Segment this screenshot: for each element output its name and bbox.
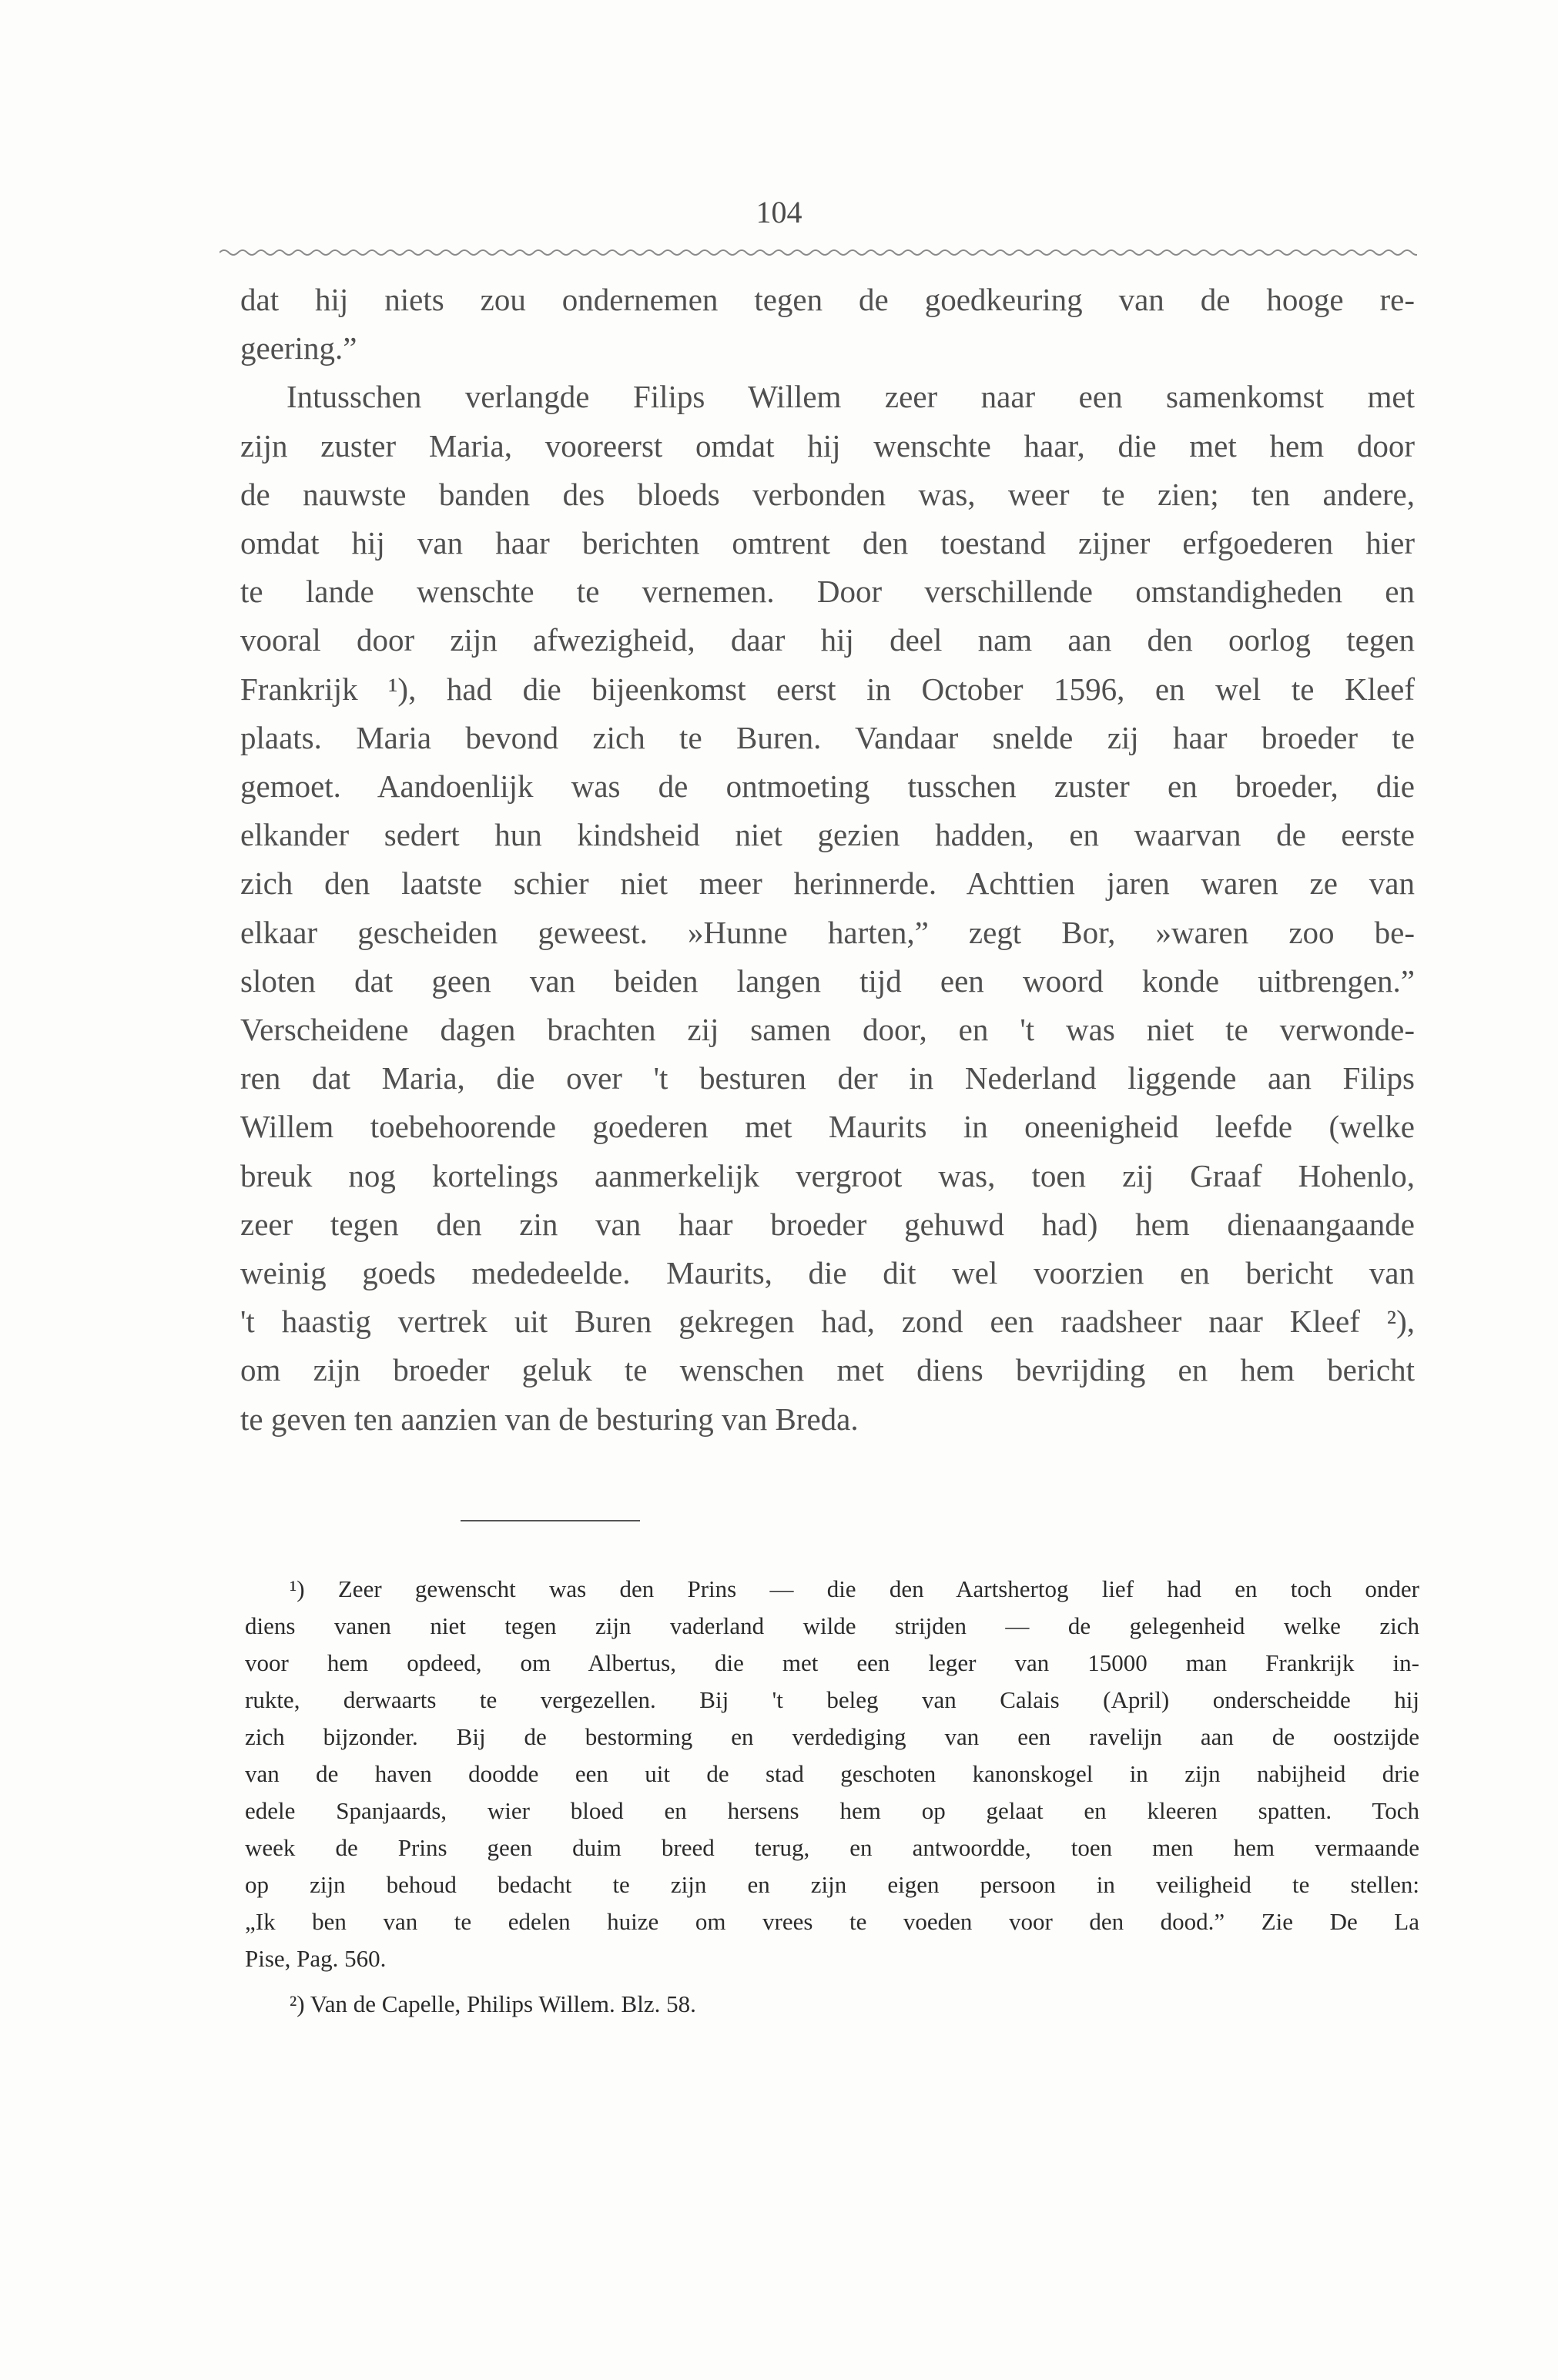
main-text <box>240 276 1415 1444</box>
footnote-1 <box>245 1571 1419 1977</box>
page-number: 104 <box>756 195 802 229</box>
footnote-line: zich bijzonder. Bij de bestorming en verdediging van een ravelijn aan de oostzijde <box>245 1723 1419 1750</box>
text-line: Intusschen verlangde Filips Willem zeer naar een samenkomst met <box>286 379 1415 415</box>
text-line: omdat hij van haar berichten omtrent den toestand zijner erfgoederen hier <box>240 525 1415 561</box>
text-line: gemoet. Aandoenlijk was de ontmoeting tusschen zuster en broeder, die <box>240 768 1415 805</box>
footnote-line: Pise, Pag. 560. <box>245 1945 387 1972</box>
footnote-line: op zijn behoud bedacht te zijn en zijn eigen persoon in veiligheid te stellen: <box>245 1871 1419 1898</box>
footnote-line: van de haven doodde een uit de stad geschoten kanonskogel in zijn nabijheid drie <box>245 1760 1419 1787</box>
text-line: zeer tegen den zin van haar broeder gehuwd had) hem dienaangaande <box>240 1206 1415 1242</box>
text-line: elkaar gescheiden geweest. »Hunne harten,” zegt Bor, »waren zoo be- <box>240 914 1415 950</box>
text-line: elkander sedert hun kindsheid niet gezien hadden, en waarvan de eerste <box>240 817 1415 853</box>
footnote-line: rukte, derwaarts te vergezellen. Bij 't beleg van Calais (April) onderscheidde hij <box>245 1686 1419 1713</box>
footnote-line: „Ik ben van te edelen huize om vrees te voeden voor den dood.” Zie De La <box>245 1908 1419 1935</box>
text-line: geering.” <box>240 330 357 367</box>
text-line: te geven ten aanzien van de besturing van Breda. <box>240 1401 859 1437</box>
text-line: ren dat Maria, die over 't besturen der in Nederland liggende aan Filips <box>240 1060 1415 1096</box>
text-line: 't haastig vertrek uit Buren gekregen had, zond een raadsheer naar Kleef ²), <box>240 1304 1415 1340</box>
footnote-line: voor hem opdeed, om Albertus, die met een leger van 15000 man Frankrijk in- <box>245 1649 1419 1676</box>
text-line: vooral door zijn afwezigheid, daar hij deel nam aan den oorlog tegen <box>240 622 1415 658</box>
text-line: Verscheidene dagen brachten zij samen door, en 't was niet te verwonde- <box>240 1012 1415 1048</box>
decorative-wavy-rule <box>219 245 1417 260</box>
text-line: plaats. Maria bevond zich te Buren. Vandaar snelde zij haar broeder te <box>240 719 1415 755</box>
text-line: breuk nog kortelings aanmerkelijk vergroot was, toen zij Graaf Hohenlo, <box>240 1157 1415 1193</box>
text-line: weinig goeds mededeelde. Maurits, die dit wel voorzien en bericht van <box>240 1255 1415 1291</box>
text-line: de nauwste banden des bloeds verbonden was, weer te zien; ten andere, <box>240 476 1415 512</box>
footnote-line: week de Prins geen duim breed terug, en antwoordde, toen men hem vermaande <box>245 1834 1419 1861</box>
text-line: zich den laatste schier niet meer herinnerde. Achttien jaren waren ze van <box>240 865 1415 902</box>
footnote-line: ¹) Zeer gewenscht was den Prins — die den Aartshertog lief had en toch onder <box>290 1575 1419 1602</box>
text-line: te lande wenschte te vernemen. Door verschillende omstandigheden en <box>240 574 1415 610</box>
text-line: dat hij niets zou ondernemen tegen de goedkeuring van de hooge re- <box>240 282 1415 317</box>
text-line: sloten dat geen van beiden langen tijd een woord konde uitbrengen.” <box>240 962 1415 999</box>
text-line: zijn zuster Maria, vooreerst omdat hij wenschte haar, die met hem door <box>240 427 1415 464</box>
footnote-separator <box>461 1520 640 1521</box>
footnote-2: ²) Van de Capelle, Philips Willem. Blz. 58. <box>290 1990 696 2017</box>
text-line: Frankrijk ¹), had die bijeenkomst eerst in October 1596, en wel te Kleef <box>240 671 1415 707</box>
footnote-line: diens vanen niet tegen zijn vaderland wilde strijden — de gelegenheid welke zich <box>245 1612 1419 1639</box>
text-line: om zijn broeder geluk te wenschen met diens bevrijding en hem bericht <box>240 1352 1415 1388</box>
text-line: Willem toebehoorende goederen met Maurits in oneenigheid leefde (welke <box>240 1109 1415 1145</box>
footnote-line: edele Spanjaards, wier bloed en hersens hem op gelaat en kleeren spatten. Toch <box>245 1797 1419 1824</box>
